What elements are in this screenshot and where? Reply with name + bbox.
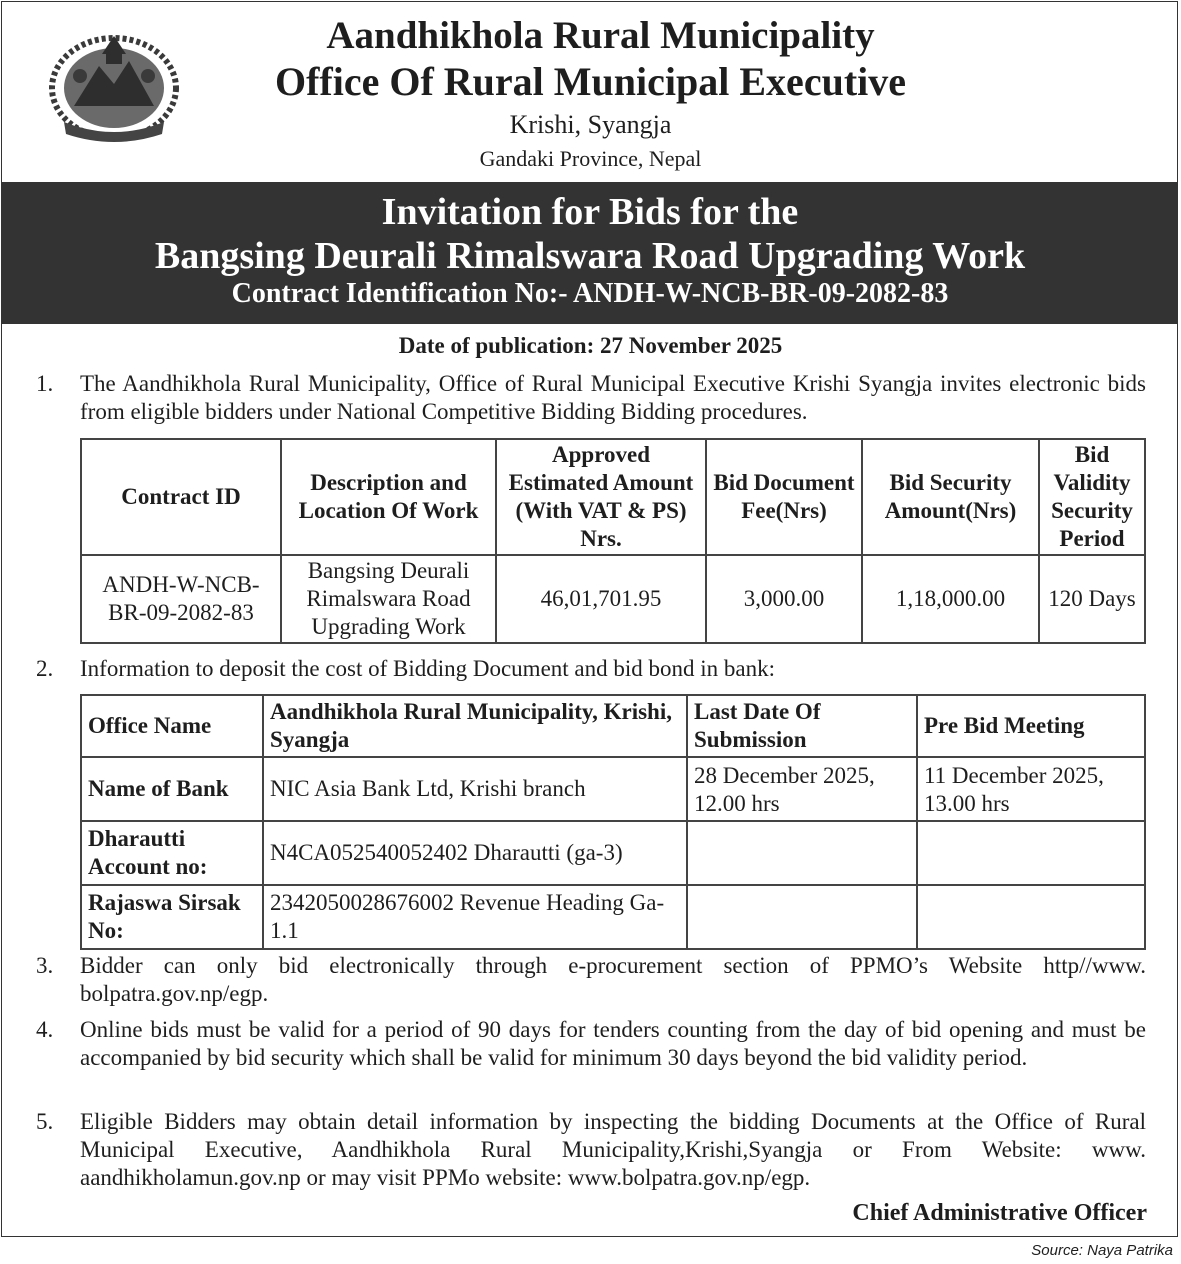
- rajaswa-value: 2342050028676002 Revenue Heading Ga-1.1: [263, 885, 687, 949]
- prebid-label: Pre Bid Meeting: [917, 695, 1145, 757]
- clause-number: 4.: [36, 1017, 54, 1042]
- location-text: Krishi, Syangja: [509, 110, 672, 139]
- empty-cell: [917, 885, 1145, 949]
- prebid-value: 11 December 2025, 13.00 hrs: [917, 757, 1145, 821]
- contract-table: [80, 438, 1146, 644]
- column-header: Bid Security Amount(Nrs): [862, 439, 1039, 555]
- column-header: Bid Document Fee(Nrs): [706, 439, 862, 555]
- contract-identification: Contract Identification No:- ANDH-W-NCB-BR-09-2082-83: [231, 278, 949, 309]
- table-row: [81, 821, 1145, 885]
- banner-line-2: Bangsing Deurali Rimalswara Road Upgrading Work: [154, 235, 1026, 277]
- clause-text: Bidder can only bid electronically through e-procurement section of PPMO’s Website http//www. bolpatra.gov.np/egp.: [80, 953, 1146, 1006]
- column-header: Description and Location Of Work: [281, 439, 496, 555]
- table-cell: 120 Days: [1039, 555, 1145, 643]
- clause-3: [36, 952, 1146, 1008]
- bank-table: [80, 694, 1146, 950]
- clause-number: 5.: [36, 1109, 54, 1134]
- clause-text: Information to deposit the cost of Bidding Document and bid bond in bank:: [80, 656, 776, 681]
- table-cell: Bangsing Deurali Rimalswara Road Upgrading Work: [281, 555, 496, 643]
- clause-1: [36, 370, 1146, 426]
- clause-text: Online bids must be valid for a period of 90 days for tenders counting from the day of bid opening and must be accompanied by bid security which shall be valid for minimum 30 days beyond the bid validity period.: [80, 1017, 1146, 1070]
- dharautti-value: N4CA052540052402 Dharautti (ga-3): [263, 821, 687, 885]
- clause-number: 1.: [36, 371, 54, 396]
- table-row: [81, 555, 1145, 643]
- title-banner: [2, 182, 1178, 324]
- banner-line-1: Invitation for Bids for the: [381, 191, 799, 233]
- empty-cell: [687, 885, 917, 949]
- table-cell: ANDH-W-NCB-BR-09-2082-83: [81, 555, 281, 643]
- signature-title: Chief Administrative Officer: [852, 1200, 1147, 1226]
- province-text: Gandaki Province, Nepal: [479, 146, 702, 171]
- table-row: [81, 885, 1145, 949]
- last-date-value: 28 December 2025, 12.00 hrs: [687, 757, 917, 821]
- clause-4: [36, 1016, 1146, 1072]
- table-cell: 1,18,000.00: [862, 555, 1039, 643]
- clause-number: 3.: [36, 953, 54, 978]
- bank-label: Name of Bank: [81, 757, 263, 821]
- clause-2: [36, 655, 1146, 683]
- column-header: Contract ID: [81, 439, 281, 555]
- office-label: Office Name: [81, 695, 263, 757]
- clause-text: Eligible Bidders may obtain detail information by inspecting the bidding Documents at the Office of Rural Municipal Executive, Aandhikhola Rural Municipality,Krishi,Syangja or From Website: www. aandhikholamun.gov.np or may visit PPMo website: www.bolpatra.gov.np/egp.: [80, 1109, 1146, 1190]
- dharautti-label: Dharautti Account no:: [81, 821, 263, 885]
- column-header: Approved Estimated Amount (With VAT & PS) Nrs.: [496, 439, 706, 555]
- table-row: [81, 757, 1145, 821]
- table-row: [81, 695, 1145, 757]
- clause-5: [36, 1108, 1146, 1192]
- clause-number: 2.: [36, 656, 54, 681]
- empty-cell: [917, 821, 1145, 885]
- last-date-label: Last Date Of Submission: [687, 695, 917, 757]
- publication-date: Date of publication: 27 November 2025: [398, 333, 783, 358]
- clause-text: The Aandhikhola Rural Municipality, Office of Rural Municipal Executive Krishi Syangja invites electronic bids from eligible bidders under National Competitive Bidding Bidding procedures.: [80, 371, 1146, 424]
- table-cell: 3,000.00: [706, 555, 862, 643]
- table-header-row: [81, 439, 1145, 555]
- office-value: Aandhikhola Rural Municipality, Krishi, Syangja: [263, 695, 687, 757]
- bank-value: NIC Asia Bank Ltd, Krishi branch: [263, 757, 687, 821]
- empty-cell: [687, 821, 917, 885]
- table-cell: 46,01,701.95: [496, 555, 706, 643]
- rajaswa-label: Rajaswa Sirsak No:: [81, 885, 263, 949]
- source-credit: Source: Naya Patrika: [1031, 1242, 1173, 1259]
- office-title: Office Of Rural Municipal Executive: [274, 59, 906, 104]
- municipality-title: Aandhikhola Rural Municipality: [326, 14, 875, 57]
- column-header: Bid Validity Security Period: [1039, 439, 1145, 555]
